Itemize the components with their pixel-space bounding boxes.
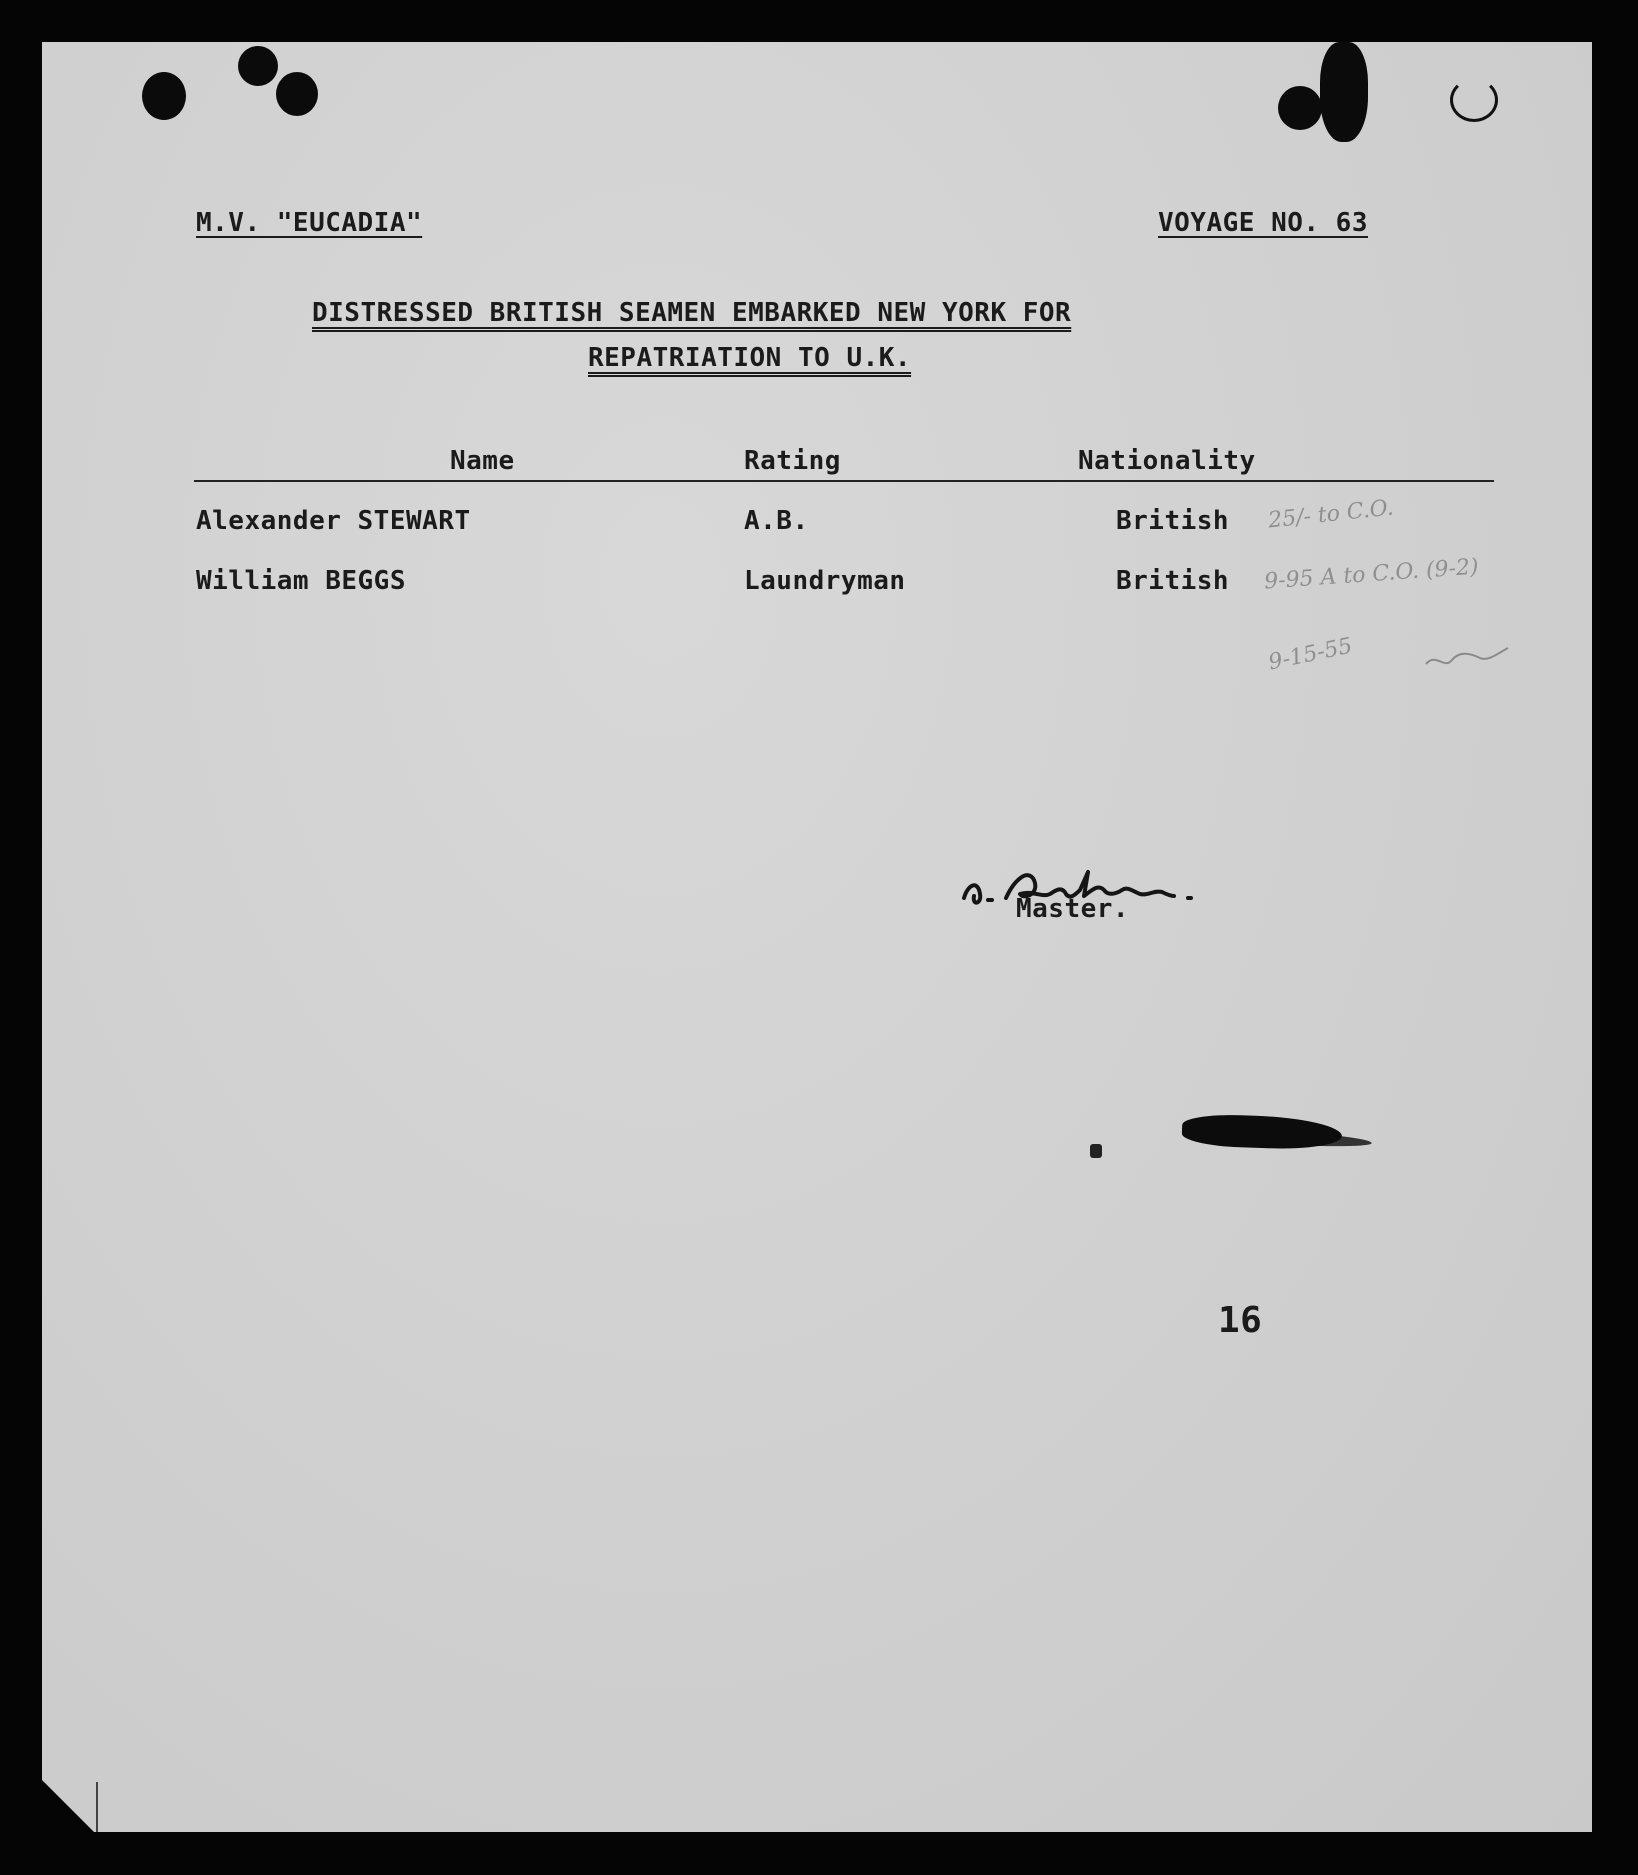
pencil-note-1: 25/- to C.O. xyxy=(1267,495,1395,534)
seaman-name: Alexander STEWART xyxy=(196,506,471,536)
column-header-name: Name xyxy=(450,446,515,476)
seaman-rating: A.B. xyxy=(744,506,809,536)
page-number: 16 xyxy=(1218,1300,1263,1341)
seaman-rating: Laundryman xyxy=(744,566,906,596)
pencil-note-3: 9-15-55 xyxy=(1266,633,1355,676)
punch-hole-left xyxy=(142,72,186,120)
pencil-note-2: 9-95 A to C.O. (9-2) xyxy=(1263,554,1480,595)
folded-corner xyxy=(42,1780,94,1832)
vessel-name: M.V. "EUCADIA" xyxy=(196,208,423,238)
table-header-rule xyxy=(194,480,1494,482)
pencil-initials-mark xyxy=(1422,636,1512,676)
seaman-nationality: British xyxy=(1116,566,1230,596)
punch-hole-right-a xyxy=(1278,86,1322,130)
ink-smudge xyxy=(1181,1113,1342,1151)
punch-hole-mid-a xyxy=(238,46,278,86)
column-header-rating: Rating xyxy=(744,446,841,476)
seaman-name: William BEGGS xyxy=(196,566,406,596)
document-sheet xyxy=(42,42,1592,1832)
voyage-number: VOYAGE NO. 63 xyxy=(1158,208,1368,238)
seaman-nationality: British xyxy=(1116,506,1230,536)
document-title-line2: REPATRIATION TO U.K. xyxy=(588,343,912,373)
column-header-nationality: Nationality xyxy=(1078,446,1256,476)
signature-role: Master. xyxy=(1016,894,1130,924)
smudge-dot xyxy=(1090,1144,1102,1158)
corner-crease xyxy=(96,1782,98,1832)
punch-hole-right-b xyxy=(1320,42,1368,142)
punch-hole-mid-b xyxy=(276,72,318,116)
document-title-line1: DISTRESSED BRITISH SEAMEN EMBARKED NEW YORK FOR xyxy=(312,298,1072,328)
punch-hole-ring xyxy=(1450,78,1498,122)
